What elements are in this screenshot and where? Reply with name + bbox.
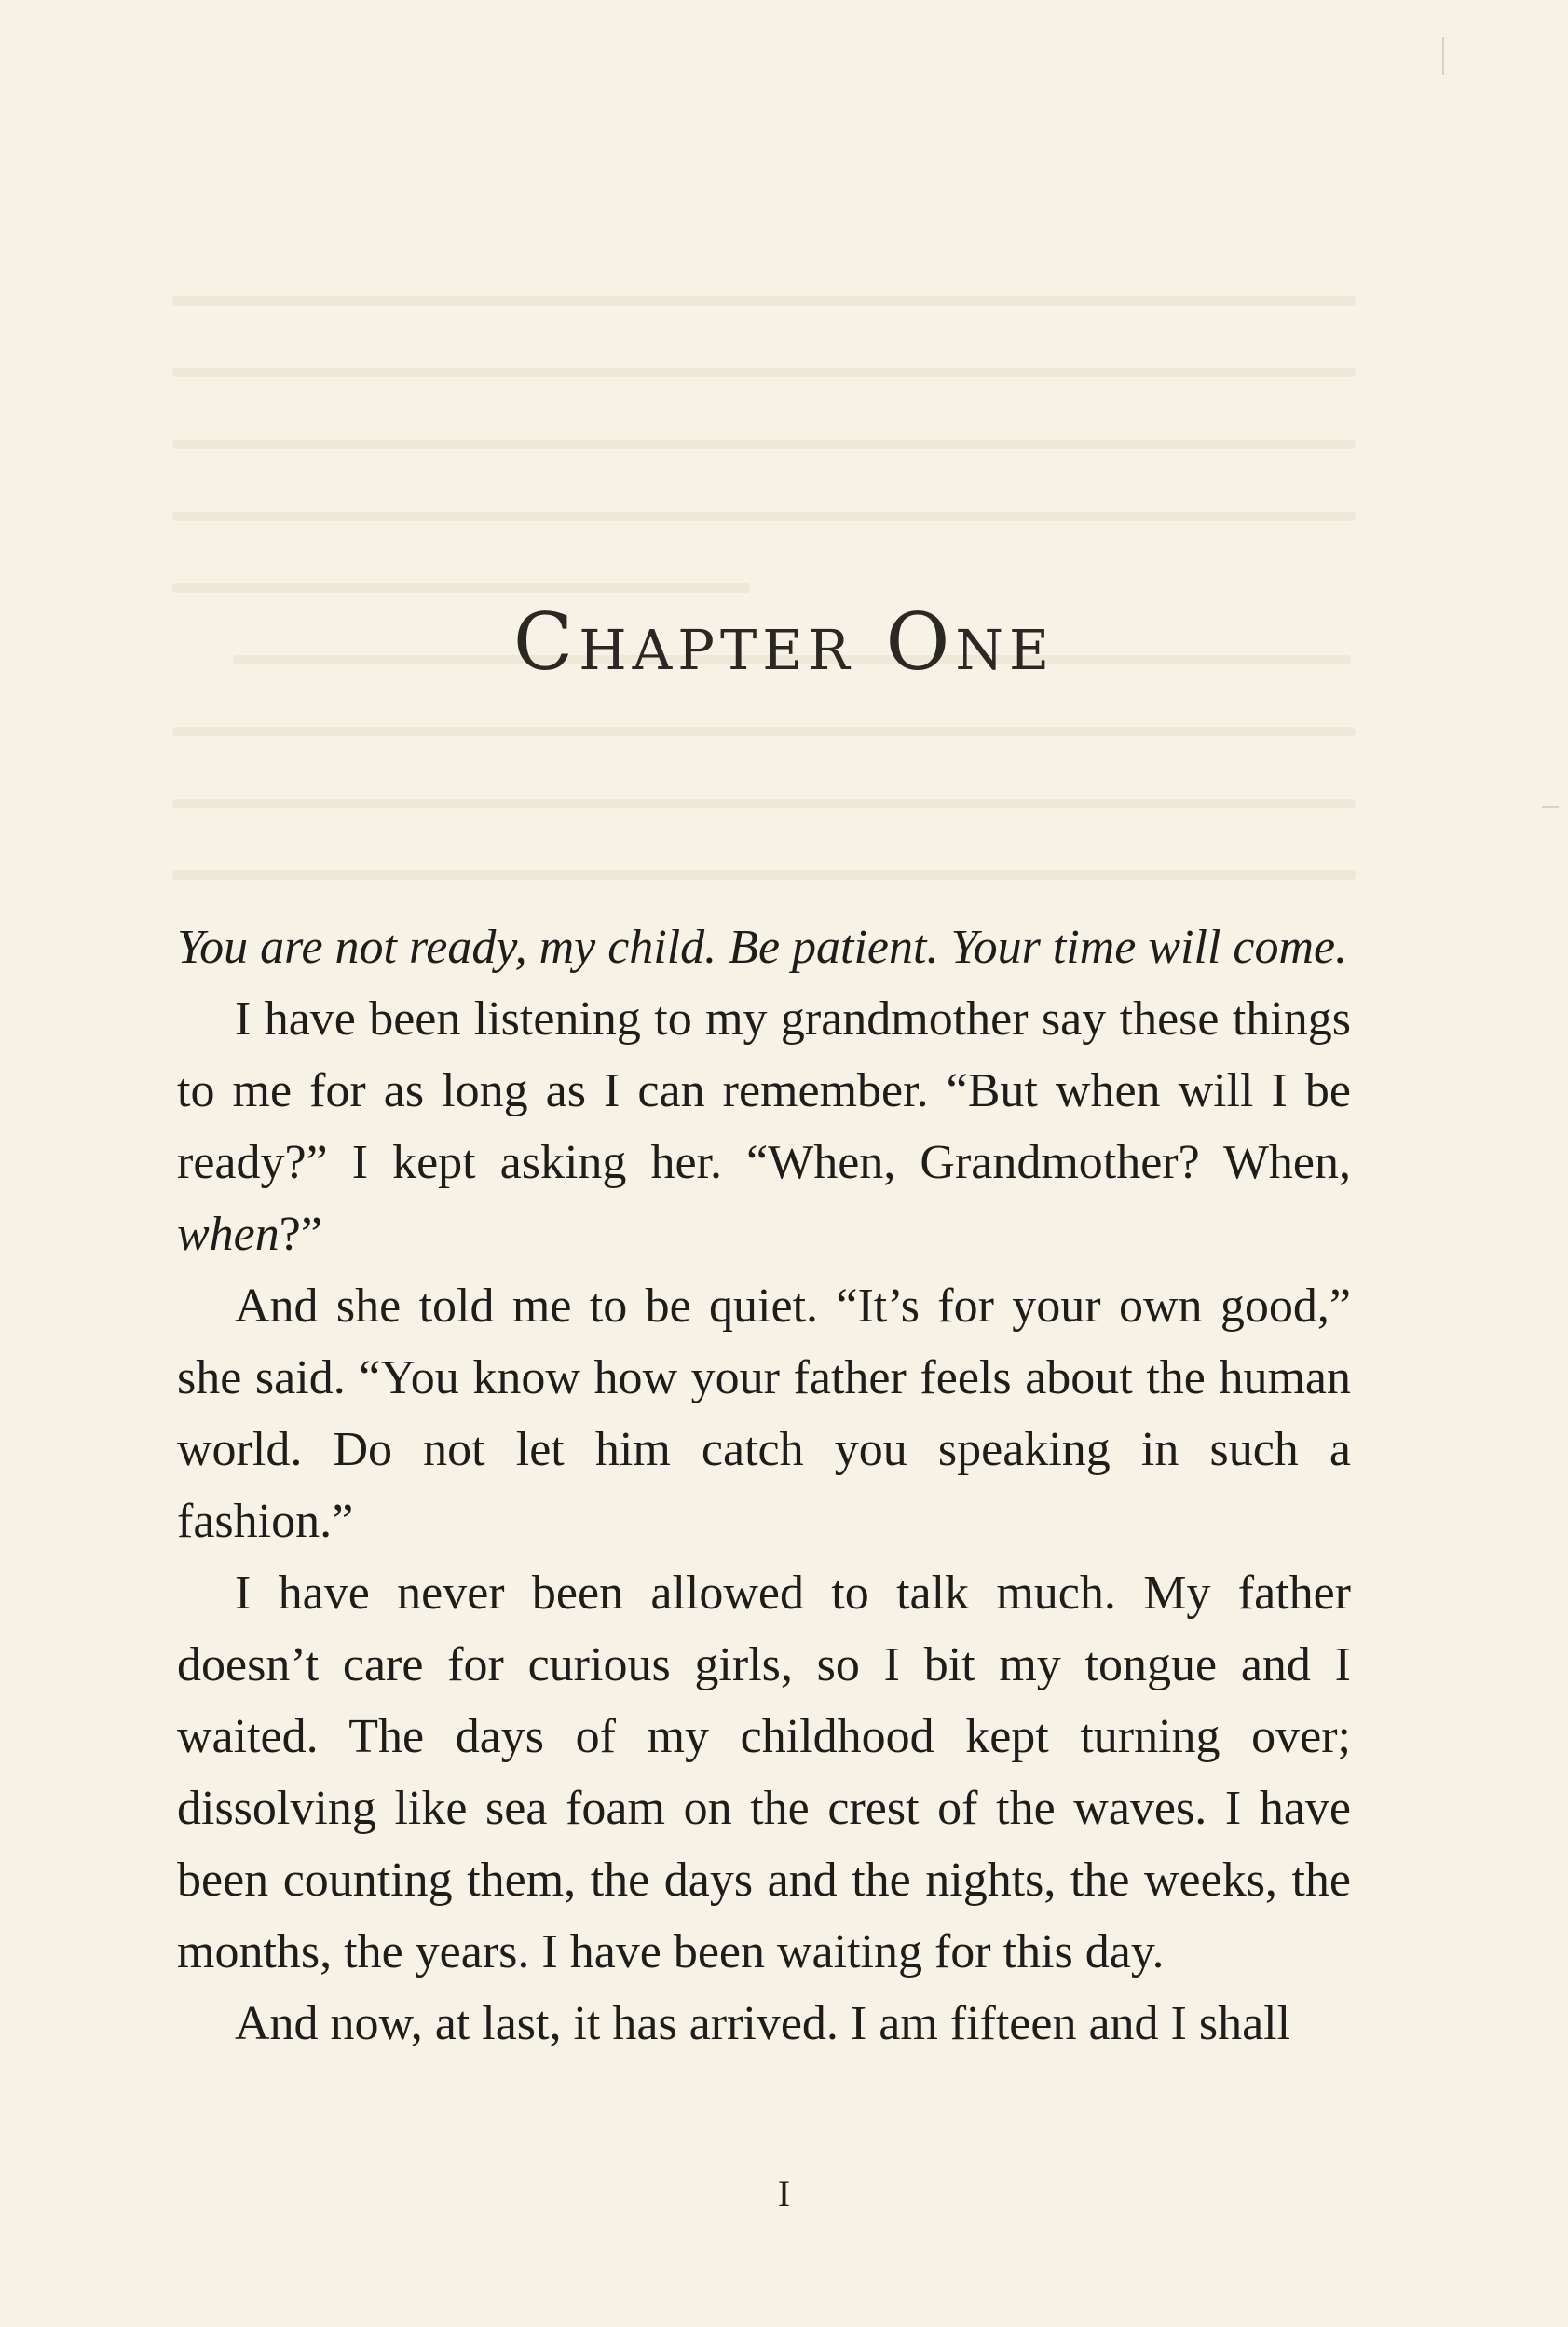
show-through-line xyxy=(172,583,750,593)
show-through-line xyxy=(172,368,1356,377)
paper-mark xyxy=(1442,37,1444,75)
paragraph: I have never been allowed to talk much. My father doesn’t care for curious girls, so I bit my tongue and I waited. The days of my childhood kept turning over; dissolving like sea foam on the crest of the waves. I have been counting them, the days and the nights, the weeks, the months, the years. I have been waiting for this day. xyxy=(177,1567,1351,1978)
paragraph xyxy=(177,983,1351,1270)
show-through-line xyxy=(172,440,1356,449)
show-through-line xyxy=(172,799,1356,808)
paragraph-text: I have been listening to my grandmother say these things to me for as long as I can remember. “But when will I be ready?” I kept asking her. “When, Grandmother? When, xyxy=(177,992,1351,1189)
paragraph-text: ?” xyxy=(279,1208,322,1261)
body-text xyxy=(177,911,1351,2060)
paragraph: And she told me to be quiet. “It’s for your own good,” she said. “You know how your father feels about the human world. Do not let him catch you speaking in such a fashion.” xyxy=(177,1280,1351,1548)
paragraph: And now, at last, it has arrived. I am fifteen and I shall xyxy=(235,1997,1291,2050)
show-through-line xyxy=(172,512,1356,521)
show-through-line xyxy=(172,870,1356,880)
epigraph: You are not ready, my child. Be patient. Your time will come. xyxy=(177,921,1348,974)
show-through-line xyxy=(172,296,1356,306)
emphasis-text: when xyxy=(177,1208,280,1261)
show-through-line xyxy=(172,727,1356,736)
paper-mark xyxy=(1542,806,1559,808)
chapter-title: Chapter One xyxy=(512,596,1056,688)
page-number: I xyxy=(777,2172,791,2214)
